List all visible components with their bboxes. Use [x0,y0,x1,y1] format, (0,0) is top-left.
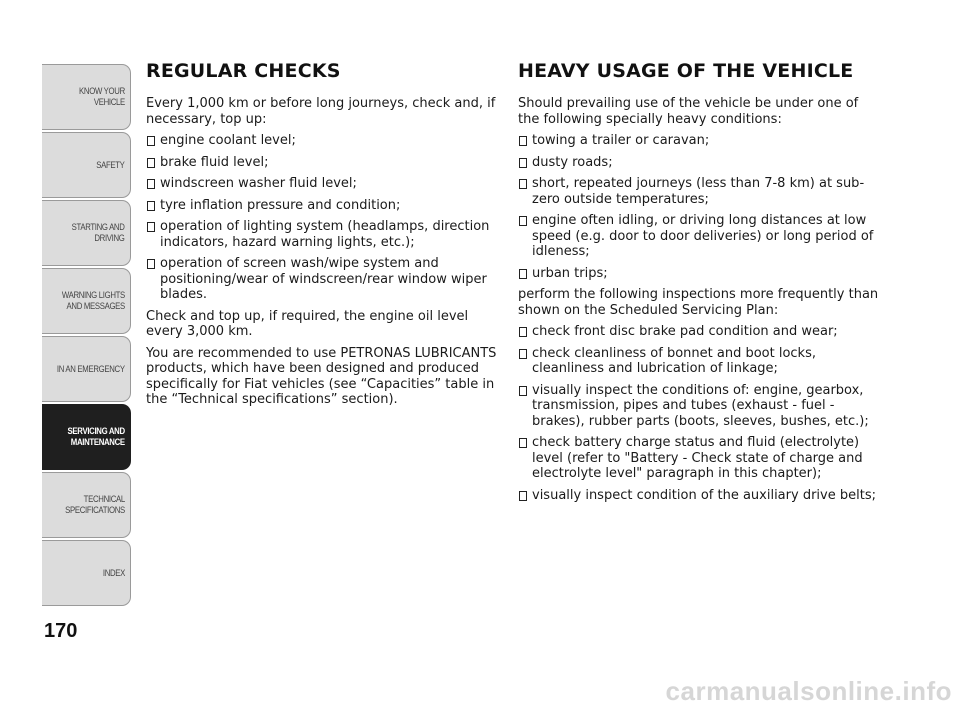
lubricants-text: You are recommended to use PETRONAS LUBRICANTS products, which have been designed and produced specifically for Fiat vehicles (see “Capacities” table in the “Technical specifications” section). [146,345,497,407]
list-item: urban trips; [518,266,880,282]
tab-label: SAFETY [96,159,125,171]
checkbox-icon [147,222,155,232]
watermark: carmanualsonline.info [665,676,952,706]
checkbox-icon [519,349,527,359]
list-item: check front disc brake pad condition and wear; [518,324,880,340]
list-item: tyre inflation pressure and condition; [146,198,502,214]
list-item: brake fluid level; [146,155,502,171]
checkbox-icon [147,259,155,269]
intro-text: Every 1,000 km or before long journeys, check and, if necessary, top up: [146,96,496,127]
checkbox-icon [147,201,155,211]
list-item: windscreen washer fluid level; [146,176,502,192]
list-item: check battery charge status and fluid (electrolyte) level (refer to "Battery - Check state of charge and electrolyte level" paragraph in this chapter); [518,435,880,482]
list-item: check cleanliness of bonnet and boot locks, cleanliness and lubrication of linkage; [518,346,880,377]
list-item: operation of lighting system (headlamps, direction indicators, hazard warning lights, etc.); [146,219,502,250]
checkbox-icon [519,179,527,189]
tab-safety[interactable] [42,132,131,198]
list-item: dusty roads; [518,155,880,171]
tab-label: SERVICING AND MAINTENANCE [67,426,125,448]
tab-warning-lights[interactable] [42,268,131,334]
tab-technical-specifications[interactable] [42,472,131,538]
inspections-intro-text: perform the following inspections more frequently than shown on the Scheduled Servicing Plan: [518,287,879,318]
checkbox-icon [147,136,155,146]
tab-servicing-and-maintenance[interactable] [42,404,131,470]
tab-label: TECHNICAL SPECIFICATIONS [65,494,125,516]
tab-in-an-emergency[interactable] [42,336,131,402]
checkbox-icon [519,327,527,337]
list-item: visually inspect condition of the auxiliary drive belts; [518,488,880,504]
checkbox-icon [519,136,527,146]
list-item: visually inspect the conditions of: engine, gearbox, transmission, pipes and tubes (exhaust - fuel - brakes), rubber parts (boots, sleeves, bushes, etc.); [518,383,880,430]
list-item: engine often idling, or driving long distances at low speed (e.g. door to door deliveries) or long period of idleness; [518,213,880,260]
checkbox-icon [519,216,527,226]
checkbox-icon [147,158,155,168]
list-item: engine coolant level; [146,133,502,149]
checkbox-icon [519,438,527,448]
section-heading: REGULAR CHECKS [146,60,341,82]
list-item: short, repeated journeys (less than 7-8 km) at sub-zero outside temperatures; [518,176,880,207]
tab-label: KNOW YOUR VEHICLE [79,86,125,108]
checkbox-icon [519,269,527,279]
oil-check-text: Check and top up, if required, the engine oil level every 3,000 km. [146,308,469,339]
tab-label: WARNING LIGHTS AND MESSAGES [61,290,125,312]
intro-text: Should prevailing use of the vehicle be under one of the following specially heavy conditions: [518,96,859,127]
checkbox-icon [147,179,155,189]
list-item: towing a trailer or caravan; [518,133,880,149]
checkbox-icon [519,386,527,396]
checkbox-icon [519,491,527,501]
heavy-usage-section [518,60,880,509]
tab-label: STARTING AND DRIVING [72,222,125,244]
tab-starting-and-driving[interactable] [42,200,131,266]
chapter-tabs [42,64,134,608]
checkbox-icon [519,158,527,168]
tab-label: INDEX [102,567,125,579]
list-item: operation of screen wash/wipe system and positioning/wear of windscreen/rear window wiper blades. [146,256,502,303]
section-heading: HEAVY USAGE OF THE VEHICLE [518,60,854,82]
tab-know-your-vehicle[interactable] [42,64,131,130]
tab-index[interactable] [42,540,131,606]
page-number: 170 [44,620,78,642]
tab-label: IN AN EMERGENCY [57,363,125,375]
regular-checks-section [146,60,502,414]
